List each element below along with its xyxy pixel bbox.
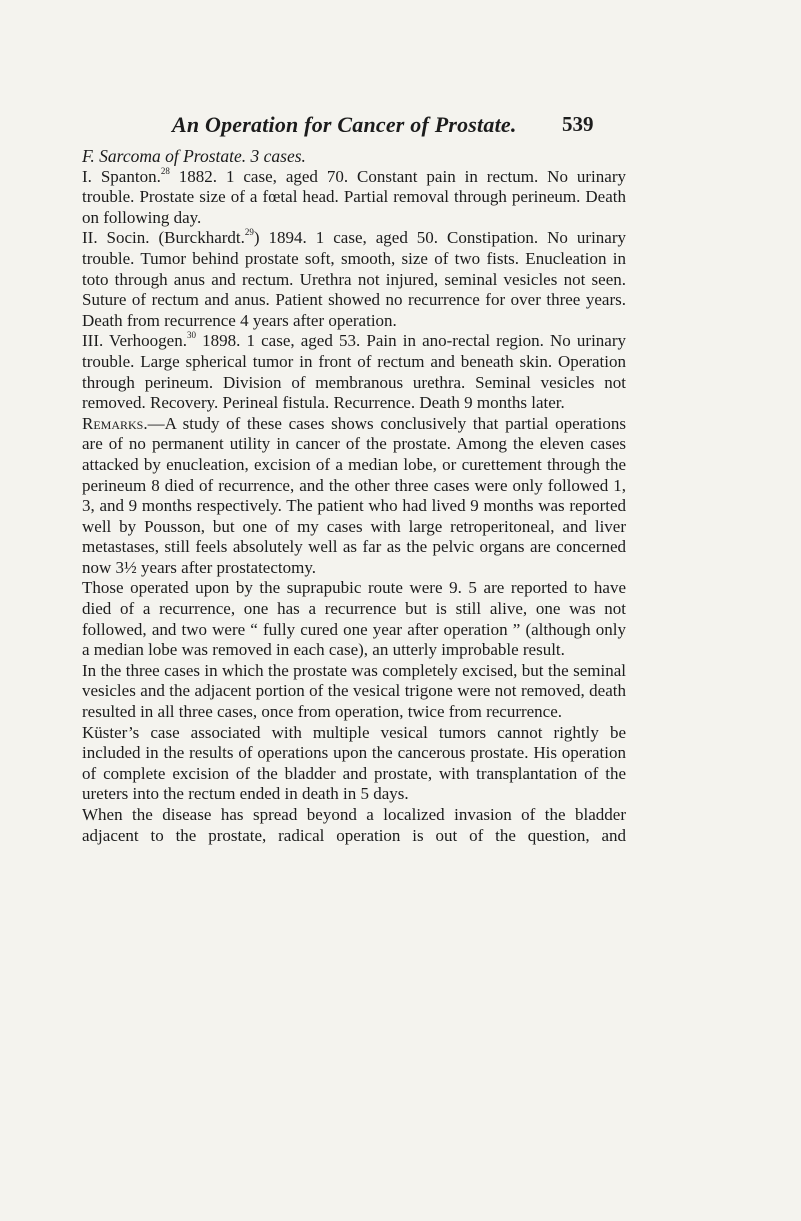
case-entry-1 [82, 167, 626, 229]
case-label: I. Spanton. [82, 166, 161, 186]
running-title: An Operation for Cancer of Prostate. [172, 112, 517, 137]
section-heading: F. Sarcoma of Prostate. 3 cases. [82, 146, 306, 166]
remarks-paragraph [82, 414, 626, 579]
case-text: 1898. 1 case, aged 53. Pain in ano-rectal region. No urinary trouble. Large spherical tumor in front of rectum and beneath skin. Operation through perineum. Division of membranous urethra. Seminal vesicles not removed. Recovery. Perineal fistula. Recurrence. Death 9 months later. [82, 331, 626, 413]
footnote-ref: 30 [186, 330, 196, 341]
paragraph-radical-operation: When the disease has spread beyond a localized invasion of the bladder adjacent to the prostate, radical operation is out of the question, and [82, 805, 626, 845]
running-header [0, 112, 801, 142]
case-label: III. Verhoogen. [82, 331, 187, 351]
case-entry-3 [82, 331, 626, 413]
paragraph-complete-excision: In the three cases in which the prostate was completely excised, but the seminal vesicles and the adjacent portion of the vesical trigone were not removed, death resulted in all three cases, once from operation, twice from recurrence. [82, 660, 626, 722]
paragraph-suprapubic: Those operated upon by the suprapubic route were 9. 5 are reported to have died of a recurrence, one has a recurrence but is still alive, one was not followed, and two were “ fully cured one year after operation ” (although only a median lobe was removed in each case), an utterly improbable result. [82, 578, 626, 660]
case-text: ) 1894. 1 case, aged 50. Constipation. No urinary trouble. Tumor behind prostate soft, smooth, size of two fists. Enucleation in toto through anus and rectum. Urethra not injured, seminal vesicles not seen. Suture of rectum and anus. Patient showed no recurrence for over three years. Death from recurrence 4 years after operation. [82, 228, 627, 330]
footnote-ref: 28 [160, 165, 170, 176]
case-text: 1882. 1 case, aged 70. Constant pain in rectum. No urinary trouble. Prostate size of a fœtal head. Partial removal through perineum. Death on following day. [82, 166, 626, 227]
remarks-text: —A study of these cases shows conclusively that partial operations are of no permanent utility in cancer of the prostate. Among the eleven cases attacked by enucleation, excision of a median lobe, or curettement through the perineum 8 died of recurrence, and the other three cases were only followed 1, 3, and 9 months respectively. The patient who had lived 9 months was reported well by Pousson, but one of my cases with large retroperitoneal, and liver metastases, still feels absolutely well as far as the pelvic organs are concerned now 3½ years after prostatectomy. [82, 413, 626, 577]
paragraph-kuster-case: Küster’s case associated with multiple vesical tumors cannot rightly be included in the results of operations upon the cancerous prostate. His operation of complete excision of the bladder and prostate, with transplantation of the ureters into the rectum ended in death in 5 days. [82, 722, 626, 804]
page-number: 539 [562, 112, 594, 136]
case-entry-2 [82, 228, 626, 331]
remarks-label: Remarks. [82, 413, 148, 433]
footnote-ref: 29 [244, 227, 254, 238]
body-text [82, 146, 626, 846]
case-label: II. Socin. (Burckhardt. [82, 228, 245, 248]
